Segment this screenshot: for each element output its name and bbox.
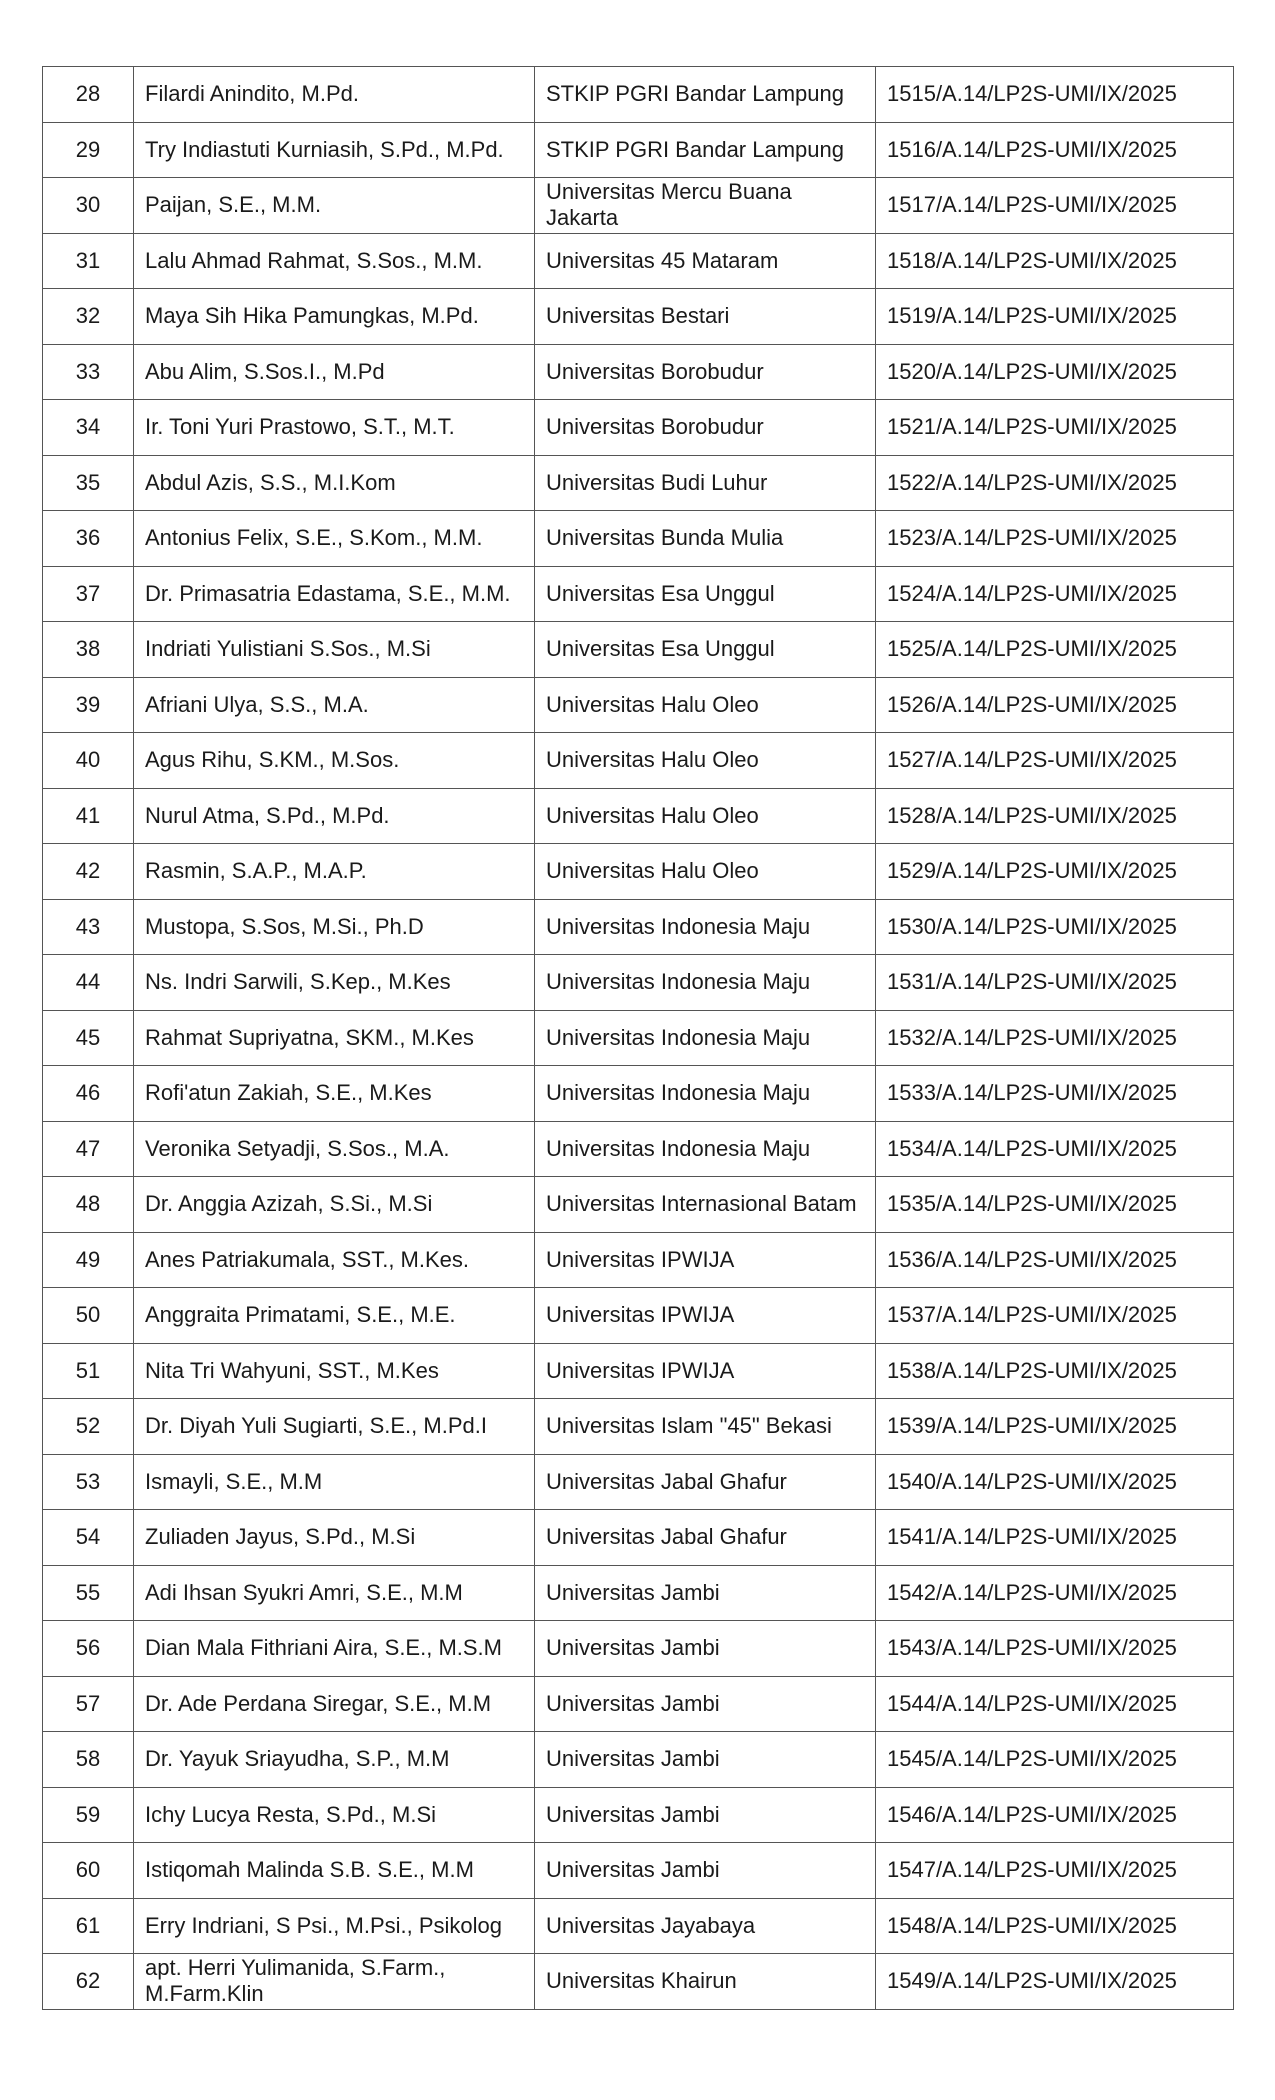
name-cell: Nita Tri Wahyuni, SST., M.Kes xyxy=(134,1343,535,1399)
letter-number-cell: 1542/A.14/LP2S-UMI/IX/2025 xyxy=(876,1565,1234,1621)
row-number-cell: 34 xyxy=(43,400,134,456)
institution-cell: Universitas Jambi xyxy=(535,1621,876,1677)
table-row xyxy=(43,1843,1234,1899)
row-number-cell: 57 xyxy=(43,1676,134,1732)
row-number-cell: 30 xyxy=(43,178,134,234)
table-row xyxy=(43,1343,1234,1399)
table-row xyxy=(43,455,1234,511)
name-cell: Try Indiastuti Kurniasih, S.Pd., M.Pd. xyxy=(134,122,535,178)
letter-number-cell: 1535/A.14/LP2S-UMI/IX/2025 xyxy=(876,1177,1234,1233)
participant-table-body xyxy=(43,67,1234,2010)
institution-cell: Universitas Indonesia Maju xyxy=(535,1010,876,1066)
row-number-cell: 32 xyxy=(43,289,134,345)
row-number-cell: 60 xyxy=(43,1843,134,1899)
row-number-cell: 38 xyxy=(43,622,134,678)
table-row xyxy=(43,1232,1234,1288)
institution-cell: Universitas Borobudur xyxy=(535,344,876,400)
row-number-cell: 39 xyxy=(43,677,134,733)
table-row xyxy=(43,1565,1234,1621)
table-row xyxy=(43,1510,1234,1566)
table-row xyxy=(43,955,1234,1011)
letter-number-cell: 1538/A.14/LP2S-UMI/IX/2025 xyxy=(876,1343,1234,1399)
letter-number-cell: 1529/A.14/LP2S-UMI/IX/2025 xyxy=(876,844,1234,900)
table-row xyxy=(43,1288,1234,1344)
letter-number-cell: 1547/A.14/LP2S-UMI/IX/2025 xyxy=(876,1843,1234,1899)
institution-cell: Universitas Jayabaya xyxy=(535,1898,876,1954)
letter-number-cell: 1544/A.14/LP2S-UMI/IX/2025 xyxy=(876,1676,1234,1732)
row-number-cell: 61 xyxy=(43,1898,134,1954)
row-number-cell: 48 xyxy=(43,1177,134,1233)
table-row xyxy=(43,844,1234,900)
row-number-cell: 49 xyxy=(43,1232,134,1288)
name-cell: Mustopa, S.Sos, M.Si., Ph.D xyxy=(134,899,535,955)
letter-number-cell: 1533/A.14/LP2S-UMI/IX/2025 xyxy=(876,1066,1234,1122)
letter-number-cell: 1530/A.14/LP2S-UMI/IX/2025 xyxy=(876,899,1234,955)
table-row xyxy=(43,733,1234,789)
row-number-cell: 50 xyxy=(43,1288,134,1344)
institution-cell: Universitas Bunda Mulia xyxy=(535,511,876,567)
name-cell: Dr. Primasatria Edastama, S.E., M.M. xyxy=(134,566,535,622)
name-cell: Ns. Indri Sarwili, S.Kep., M.Kes xyxy=(134,955,535,1011)
table-row xyxy=(43,122,1234,178)
name-cell: Antonius Felix, S.E., S.Kom., M.M. xyxy=(134,511,535,567)
name-cell: Erry Indriani, S Psi., M.Psi., Psikolog xyxy=(134,1898,535,1954)
name-cell: Paijan, S.E., M.M. xyxy=(134,178,535,234)
name-cell: Veronika Setyadji, S.Sos., M.A. xyxy=(134,1121,535,1177)
table-row xyxy=(43,788,1234,844)
name-cell: Maya Sih Hika Pamungkas, M.Pd. xyxy=(134,289,535,345)
letter-number-cell: 1539/A.14/LP2S-UMI/IX/2025 xyxy=(876,1399,1234,1455)
row-number-cell: 62 xyxy=(43,1954,134,2010)
row-number-cell: 40 xyxy=(43,733,134,789)
institution-cell: Universitas Mercu Buana Jakarta xyxy=(535,178,876,234)
letter-number-cell: 1528/A.14/LP2S-UMI/IX/2025 xyxy=(876,788,1234,844)
name-cell: Anes Patriakumala, SST., M.Kes. xyxy=(134,1232,535,1288)
letter-number-cell: 1515/A.14/LP2S-UMI/IX/2025 xyxy=(876,67,1234,123)
row-number-cell: 33 xyxy=(43,344,134,400)
name-cell: Dr. Diyah Yuli Sugiarti, S.E., M.Pd.I xyxy=(134,1399,535,1455)
letter-number-cell: 1545/A.14/LP2S-UMI/IX/2025 xyxy=(876,1732,1234,1788)
table-row xyxy=(43,899,1234,955)
table-row xyxy=(43,1787,1234,1843)
row-number-cell: 54 xyxy=(43,1510,134,1566)
table-row xyxy=(43,400,1234,456)
name-cell: Abu Alim, S.Sos.I., M.Pd xyxy=(134,344,535,400)
letter-number-cell: 1527/A.14/LP2S-UMI/IX/2025 xyxy=(876,733,1234,789)
table-row xyxy=(43,1954,1234,2010)
row-number-cell: 56 xyxy=(43,1621,134,1677)
letter-number-cell: 1516/A.14/LP2S-UMI/IX/2025 xyxy=(876,122,1234,178)
name-cell: Istiqomah Malinda S.B. S.E., M.M xyxy=(134,1843,535,1899)
name-cell: Abdul Azis, S.S., M.I.Kom xyxy=(134,455,535,511)
row-number-cell: 47 xyxy=(43,1121,134,1177)
row-number-cell: 42 xyxy=(43,844,134,900)
name-cell: Ir. Toni Yuri Prastowo, S.T., M.T. xyxy=(134,400,535,456)
name-cell: Dian Mala Fithriani Aira, S.E., M.S.M xyxy=(134,1621,535,1677)
institution-cell: Universitas Jabal Ghafur xyxy=(535,1454,876,1510)
name-cell: Filardi Anindito, M.Pd. xyxy=(134,67,535,123)
participant-table xyxy=(42,66,1234,2010)
table-row xyxy=(43,622,1234,678)
institution-cell: Universitas IPWIJA xyxy=(535,1232,876,1288)
letter-number-cell: 1549/A.14/LP2S-UMI/IX/2025 xyxy=(876,1954,1234,2010)
institution-cell: Universitas Bestari xyxy=(535,289,876,345)
letter-number-cell: 1532/A.14/LP2S-UMI/IX/2025 xyxy=(876,1010,1234,1066)
name-cell: Adi Ihsan Syukri Amri, S.E., M.M xyxy=(134,1565,535,1621)
letter-number-cell: 1543/A.14/LP2S-UMI/IX/2025 xyxy=(876,1621,1234,1677)
institution-cell: Universitas Indonesia Maju xyxy=(535,955,876,1011)
institution-cell: Universitas Halu Oleo xyxy=(535,733,876,789)
name-cell: Afriani Ulya, S.S., M.A. xyxy=(134,677,535,733)
letter-number-cell: 1536/A.14/LP2S-UMI/IX/2025 xyxy=(876,1232,1234,1288)
row-number-cell: 29 xyxy=(43,122,134,178)
row-number-cell: 28 xyxy=(43,67,134,123)
row-number-cell: 43 xyxy=(43,899,134,955)
row-number-cell: 45 xyxy=(43,1010,134,1066)
name-cell: Rofi'atun Zakiah, S.E., M.Kes xyxy=(134,1066,535,1122)
institution-cell: Universitas Jambi xyxy=(535,1732,876,1788)
name-cell: Zuliaden Jayus, S.Pd., M.Si xyxy=(134,1510,535,1566)
institution-cell: Universitas Jabal Ghafur xyxy=(535,1510,876,1566)
institution-cell: Universitas Indonesia Maju xyxy=(535,1066,876,1122)
name-cell: Indriati Yulistiani S.Sos., M.Si xyxy=(134,622,535,678)
row-number-cell: 37 xyxy=(43,566,134,622)
institution-cell: Universitas Esa Unggul xyxy=(535,622,876,678)
table-row xyxy=(43,1066,1234,1122)
row-number-cell: 53 xyxy=(43,1454,134,1510)
institution-cell: Universitas Jambi xyxy=(535,1843,876,1899)
institution-cell: Universitas Borobudur xyxy=(535,400,876,456)
letter-number-cell: 1517/A.14/LP2S-UMI/IX/2025 xyxy=(876,178,1234,234)
row-number-cell: 41 xyxy=(43,788,134,844)
table-row xyxy=(43,178,1234,234)
institution-cell: Universitas Indonesia Maju xyxy=(535,1121,876,1177)
letter-number-cell: 1537/A.14/LP2S-UMI/IX/2025 xyxy=(876,1288,1234,1344)
row-number-cell: 44 xyxy=(43,955,134,1011)
table-row xyxy=(43,1732,1234,1788)
letter-number-cell: 1540/A.14/LP2S-UMI/IX/2025 xyxy=(876,1454,1234,1510)
name-cell: Ichy Lucya Resta, S.Pd., M.Si xyxy=(134,1787,535,1843)
table-row xyxy=(43,1676,1234,1732)
institution-cell: Universitas Esa Unggul xyxy=(535,566,876,622)
institution-cell: Universitas IPWIJA xyxy=(535,1288,876,1344)
institution-cell: Universitas IPWIJA xyxy=(535,1343,876,1399)
name-cell: Ismayli, S.E., M.M xyxy=(134,1454,535,1510)
table-row xyxy=(43,1177,1234,1233)
institution-cell: STKIP PGRI Bandar Lampung xyxy=(535,67,876,123)
name-cell: Nurul Atma, S.Pd., M.Pd. xyxy=(134,788,535,844)
institution-cell: Universitas Islam "45" Bekasi xyxy=(535,1399,876,1455)
table-row xyxy=(43,511,1234,567)
row-number-cell: 31 xyxy=(43,233,134,289)
letter-number-cell: 1521/A.14/LP2S-UMI/IX/2025 xyxy=(876,400,1234,456)
table-row xyxy=(43,677,1234,733)
row-number-cell: 35 xyxy=(43,455,134,511)
institution-cell: Universitas Halu Oleo xyxy=(535,844,876,900)
name-cell: Anggraita Primatami, S.E., M.E. xyxy=(134,1288,535,1344)
table-row xyxy=(43,233,1234,289)
letter-number-cell: 1531/A.14/LP2S-UMI/IX/2025 xyxy=(876,955,1234,1011)
table-row xyxy=(43,1454,1234,1510)
institution-cell: Universitas Internasional Batam xyxy=(535,1177,876,1233)
table-row xyxy=(43,1010,1234,1066)
name-cell: Lalu Ahmad Rahmat, S.Sos., M.M. xyxy=(134,233,535,289)
letter-number-cell: 1520/A.14/LP2S-UMI/IX/2025 xyxy=(876,344,1234,400)
table-row xyxy=(43,1399,1234,1455)
institution-cell: Universitas Budi Luhur xyxy=(535,455,876,511)
letter-number-cell: 1546/A.14/LP2S-UMI/IX/2025 xyxy=(876,1787,1234,1843)
row-number-cell: 51 xyxy=(43,1343,134,1399)
row-number-cell: 58 xyxy=(43,1732,134,1788)
row-number-cell: 59 xyxy=(43,1787,134,1843)
table-row xyxy=(43,344,1234,400)
name-cell: Dr. Yayuk Sriayudha, S.P., M.M xyxy=(134,1732,535,1788)
letter-number-cell: 1525/A.14/LP2S-UMI/IX/2025 xyxy=(876,622,1234,678)
letter-number-cell: 1519/A.14/LP2S-UMI/IX/2025 xyxy=(876,289,1234,345)
name-cell: apt. Herri Yulimanida, S.Farm., M.Farm.Klin xyxy=(134,1954,535,2010)
letter-number-cell: 1524/A.14/LP2S-UMI/IX/2025 xyxy=(876,566,1234,622)
letter-number-cell: 1548/A.14/LP2S-UMI/IX/2025 xyxy=(876,1898,1234,1954)
table-row xyxy=(43,289,1234,345)
row-number-cell: 36 xyxy=(43,511,134,567)
institution-cell: Universitas Halu Oleo xyxy=(535,788,876,844)
name-cell: Rasmin, S.A.P., M.A.P. xyxy=(134,844,535,900)
table-row xyxy=(43,1621,1234,1677)
letter-number-cell: 1523/A.14/LP2S-UMI/IX/2025 xyxy=(876,511,1234,567)
table-row xyxy=(43,566,1234,622)
name-cell: Dr. Anggia Azizah, S.Si., M.Si xyxy=(134,1177,535,1233)
row-number-cell: 52 xyxy=(43,1399,134,1455)
letter-number-cell: 1534/A.14/LP2S-UMI/IX/2025 xyxy=(876,1121,1234,1177)
institution-cell: Universitas 45 Mataram xyxy=(535,233,876,289)
institution-cell: Universitas Khairun xyxy=(535,1954,876,2010)
institution-cell: Universitas Jambi xyxy=(535,1787,876,1843)
institution-cell: Universitas Indonesia Maju xyxy=(535,899,876,955)
table-row xyxy=(43,67,1234,123)
row-number-cell: 55 xyxy=(43,1565,134,1621)
name-cell: Dr. Ade Perdana Siregar, S.E., M.M xyxy=(134,1676,535,1732)
letter-number-cell: 1522/A.14/LP2S-UMI/IX/2025 xyxy=(876,455,1234,511)
name-cell: Agus Rihu, S.KM., M.Sos. xyxy=(134,733,535,789)
letter-number-cell: 1526/A.14/LP2S-UMI/IX/2025 xyxy=(876,677,1234,733)
row-number-cell: 46 xyxy=(43,1066,134,1122)
letter-number-cell: 1541/A.14/LP2S-UMI/IX/2025 xyxy=(876,1510,1234,1566)
table-row xyxy=(43,1121,1234,1177)
institution-cell: STKIP PGRI Bandar Lampung xyxy=(535,122,876,178)
name-cell: Rahmat Supriyatna, SKM., M.Kes xyxy=(134,1010,535,1066)
institution-cell: Universitas Jambi xyxy=(535,1676,876,1732)
letter-number-cell: 1518/A.14/LP2S-UMI/IX/2025 xyxy=(876,233,1234,289)
institution-cell: Universitas Halu Oleo xyxy=(535,677,876,733)
table-row xyxy=(43,1898,1234,1954)
institution-cell: Universitas Jambi xyxy=(535,1565,876,1621)
